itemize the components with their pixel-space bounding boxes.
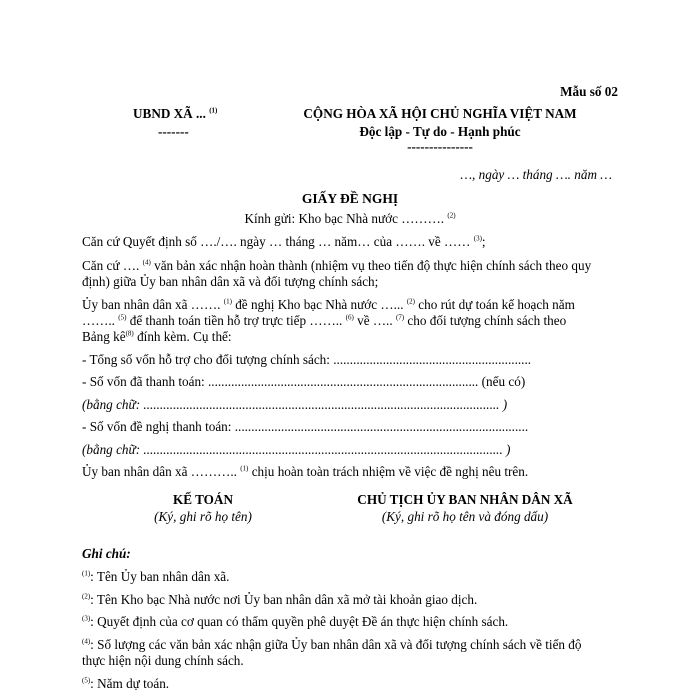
request-line2: …….. $^{(5)}$ để thanh toán tiền hỗ trợ trực tiếp …….. $^{(6)}$ về ….. $^{(7)}$ cho đối tượng chính sách theo <box>82 313 567 328</box>
accountant-note: (Ký, ghi rõ họ tên) <box>154 509 252 524</box>
request-line1: Ủy ban nhân dân xã ……. $^{(1)}$ đề nghị Kho bạc Nhà nước …... $^{(2)}$ cho rút dự toán kế hoạch năm <box>82 297 575 312</box>
issuing-org-divider: ------- <box>158 124 189 139</box>
national-title: CỘNG HÒA XÃ HỘI CHỦ NGHĨA VIỆT NAM <box>303 106 577 121</box>
requested-amount-words: (bằng chữ: ............................................................................................................. ) <box>82 442 511 457</box>
basis-confirmation-line2: định) giữa Ủy ban nhân dân xã và đối tượng chính sách; <box>82 274 379 289</box>
chairman-note: (Ký, ghi rõ họ tên và đóng dấu) <box>381 509 549 524</box>
basis-decision: Căn cứ Quyết định số …./…. ngày … tháng … năm… của ……. về …… $^{(3)}$; <box>82 234 486 249</box>
accountant-title: KẾ TOÁN <box>173 492 233 507</box>
note-item-continuation: thực hiện nội dung chính sách. <box>82 653 244 668</box>
date-line: …, ngày … tháng …. năm … <box>460 167 612 182</box>
addressee: Kính gửi: Kho bạc Nhà nước ………. $^{(2)}$ <box>244 211 456 226</box>
note-item: $^{(3)}$: Quyết định của cơ quan có thẩm quyền phê duyệt Đề án thực hiện chính sách. <box>82 614 509 629</box>
notes-heading: Ghi chú: <box>82 546 131 561</box>
note-item: $^{(2)}$: Tên Kho bạc Nhà nước nơi Ủy ban nhân dân xã mở tài khoản giao dịch. <box>82 592 478 607</box>
basis-confirmation-line1: Căn cứ …. $^{(4)}$ văn bản xác nhận hoàn thành (nhiệm vụ theo tiến độ thực hiện chính sách theo quy <box>82 258 592 273</box>
paid-amount-line: - Số vốn đã thanh toán: .................................................................................. (nếu có) <box>82 374 526 389</box>
note-item: $^{(5)}$: Năm dự toán. <box>82 676 170 691</box>
requested-amount-line: - Số vốn đề nghị thanh toán: ......................................................................................... <box>82 419 529 434</box>
national-motto: Độc lập - Tự do - Hạnh phúc <box>359 124 521 139</box>
responsibility-statement: Ủy ban nhân dân xã ……….. $^{(1)}$ chịu hoàn toàn trách nhiệm về việc đề nghị nêu trên. <box>82 464 529 479</box>
request-line3: Bảng $kê^{(8)}$ đính kèm. Cụ thể: <box>82 329 232 344</box>
document-title: GIẤY ĐỀ NGHỊ <box>301 191 399 206</box>
note-item: $^{(1)}$: Tên Ủy ban nhân dân xã. <box>82 569 230 584</box>
note-item: $^{(4)}$: Số lượng các văn bản xác nhận giữa Ủy ban nhân dân xã và đối tượng chính sách về tiến độ <box>82 637 582 652</box>
form-number: Mẫu số 02 <box>560 84 618 99</box>
chairman-title: CHỦ TỊCH ỦY BAN NHÂN DÂN XÃ <box>357 492 573 507</box>
total-support-line: - Tổng số vốn hỗ trợ cho đối tượng chính sách: ............................................................ <box>82 352 532 367</box>
issuing-org: UBND XÃ ... $^{(1)}$ <box>133 106 218 121</box>
motto-divider: --------------- <box>407 139 473 154</box>
paid-amount-words: (bằng chữ: ............................................................................................................ ) <box>82 397 508 412</box>
